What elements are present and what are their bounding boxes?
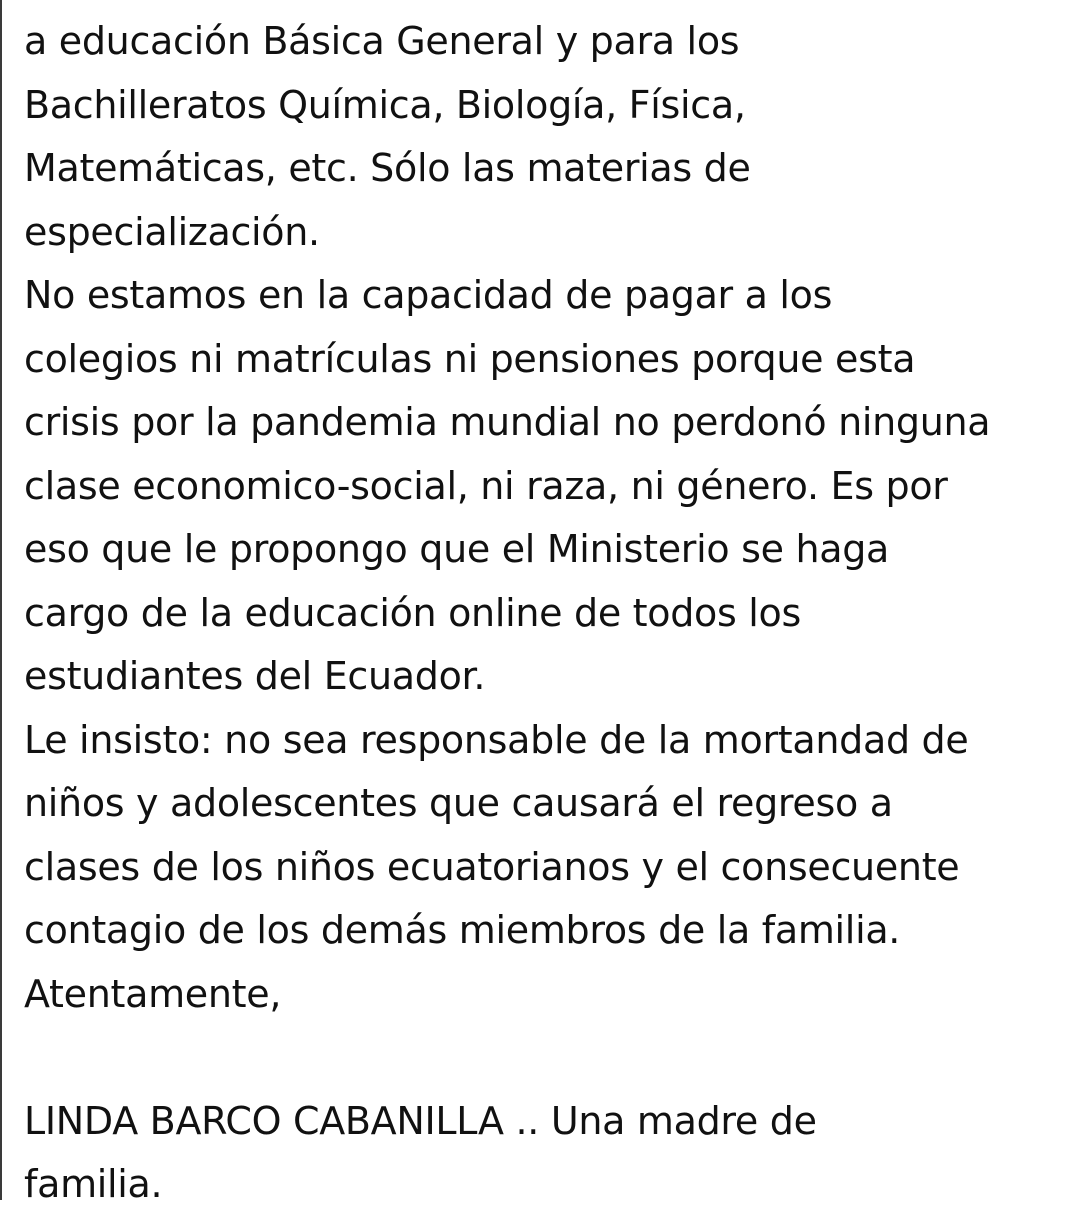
letter-line: Bachilleratos Química, Biología, Física,: [24, 82, 746, 127]
letter-line: cargo de la educación online de todos los: [24, 590, 801, 635]
letter-line: clase economico-social, ni raza, ni género. Es por: [24, 463, 948, 508]
letter-line: No estamos en la capacidad de pagar a los: [24, 273, 833, 317]
letter-line: a educación Básica General y para los: [24, 19, 740, 63]
letter-line: Le insisto: no sea responsable de la mortandad de: [24, 717, 969, 762]
letter-line: contagio de los demás miembros de la familia.: [24, 908, 901, 952]
letter-line: Matemáticas, etc. Sólo las materias de: [24, 146, 751, 190]
signature-line: familia.: [24, 1162, 163, 1206]
signature-line: LINDA BARCO CABANILLA .. Una madre de: [24, 1098, 817, 1143]
letter-line: estudiantes del Ecuador.: [24, 654, 486, 698]
letter-line: crisis por la pandemia mundial no perdonó ninguna: [24, 400, 991, 444]
letter-line: especialización.: [24, 209, 320, 254]
letter-body: [24, 10, 1069, 1217]
letter-line: colegios ni matrículas ni pensiones porque esta: [24, 336, 916, 381]
letter-line: niños y adolescentes que causará el regreso a: [24, 781, 893, 825]
closing-line: Atentamente,: [24, 971, 282, 1016]
letter-line: clases de los niños ecuatorianos y el consecuente: [24, 844, 960, 889]
letter-line: eso que le propongo que el Ministerio se haga: [24, 527, 890, 571]
blank-line: [24, 1026, 1069, 1090]
